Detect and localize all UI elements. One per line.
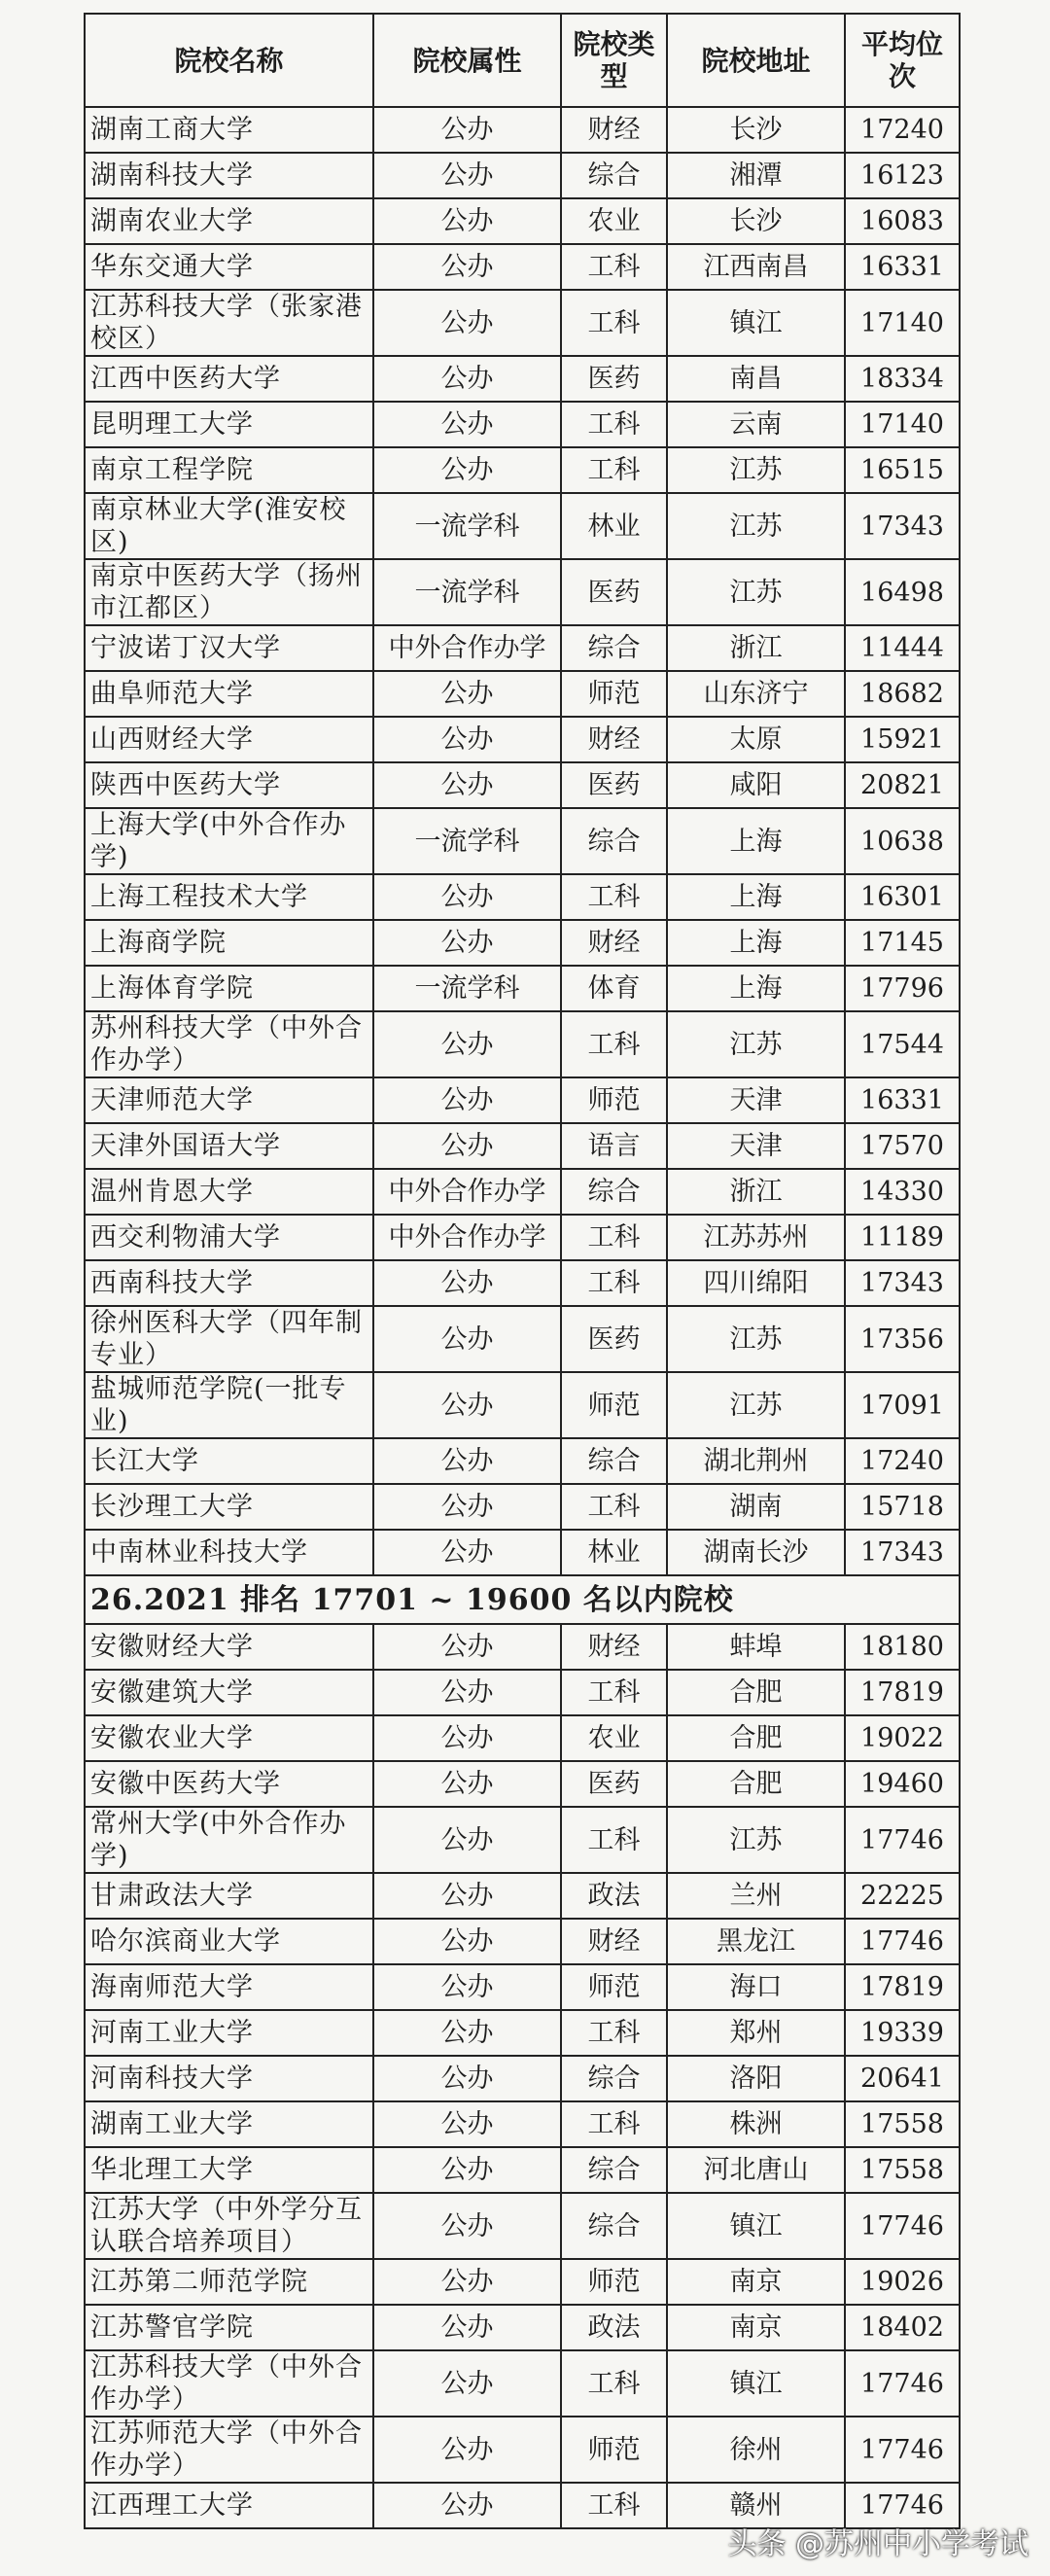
cell-average-rank: 14330	[845, 1169, 960, 1215]
cell-average-rank: 17558	[845, 2147, 960, 2193]
cell-type: 综合	[561, 2056, 667, 2101]
cell-name: 南京林业大学(淮安校区)	[85, 493, 373, 559]
cell-name: 河南工业大学	[85, 2010, 373, 2056]
cell-attribute: 公办	[373, 1807, 561, 1873]
table-body-bottom	[85, 1624, 960, 2528]
cell-average-rank: 20641	[845, 2056, 960, 2101]
table-row	[85, 625, 960, 671]
cell-type: 工科	[561, 2483, 667, 2528]
table-row	[85, 671, 960, 717]
cell-attribute: 公办	[373, 447, 561, 493]
header-attribute: 院校属性	[373, 14, 561, 107]
cell-name: 江苏第二师范学院	[85, 2259, 373, 2305]
cell-average-rank: 17746	[845, 2193, 960, 2259]
table-row	[85, 244, 960, 290]
cell-location: 兰州	[667, 1873, 845, 1919]
cell-average-rank: 16515	[845, 447, 960, 493]
cell-location: 四川绵阳	[667, 1260, 845, 1306]
cell-attribute: 一流学科	[373, 559, 561, 625]
cell-name: 西南科技大学	[85, 1260, 373, 1306]
cell-type: 师范	[561, 1077, 667, 1123]
cell-location: 江苏苏州	[667, 1215, 845, 1260]
section-heading: 26.2021 排名 17701 ~ 19600 名以内院校	[85, 1575, 960, 1624]
cell-location: 洛阳	[667, 2056, 845, 2101]
cell-average-rank: 17240	[845, 1438, 960, 1484]
table-row	[85, 1964, 960, 2010]
header-type: 院校类型	[561, 14, 667, 107]
cell-name: 安徽中医药大学	[85, 1761, 373, 1807]
cell-type: 医药	[561, 559, 667, 625]
cell-location: 镇江	[667, 2193, 845, 2259]
cell-location: 江苏	[667, 1372, 845, 1438]
cell-type: 师范	[561, 1372, 667, 1438]
cell-attribute: 公办	[373, 2101, 561, 2147]
cell-attribute: 公办	[373, 153, 561, 198]
cell-average-rank: 11444	[845, 625, 960, 671]
cell-name: 安徽财经大学	[85, 1624, 373, 1670]
cell-average-rank: 22225	[845, 1873, 960, 1919]
cell-type: 工科	[561, 874, 667, 920]
cell-type: 综合	[561, 808, 667, 874]
cell-average-rank: 16083	[845, 198, 960, 244]
cell-name: 江苏师范大学（中外合作办学）	[85, 2417, 373, 2483]
cell-location: 上海	[667, 808, 845, 874]
cell-location: 太原	[667, 717, 845, 762]
cell-average-rank: 17819	[845, 1670, 960, 1715]
table-row	[85, 717, 960, 762]
cell-average-rank: 16331	[845, 244, 960, 290]
watermark: 头条 @苏州中小学考试	[727, 2527, 1029, 2561]
cell-name: 南京工程学院	[85, 447, 373, 493]
cell-attribute: 公办	[373, 1077, 561, 1123]
section-heading-row	[85, 1575, 960, 1624]
cell-attribute: 公办	[373, 107, 561, 153]
cell-type: 工科	[561, 2101, 667, 2147]
cell-type: 林业	[561, 1530, 667, 1575]
cell-name: 江苏大学（中外学分互认联合培养项目）	[85, 2193, 373, 2259]
cell-attribute: 中外合作办学	[373, 625, 561, 671]
table-row	[85, 2417, 960, 2483]
cell-location: 天津	[667, 1077, 845, 1123]
cell-location: 江苏	[667, 559, 845, 625]
table-row	[85, 1807, 960, 1873]
cell-location: 上海	[667, 966, 845, 1011]
table-row	[85, 2259, 960, 2305]
table-row	[85, 493, 960, 559]
cell-location: 云南	[667, 402, 845, 447]
cell-type: 师范	[561, 1964, 667, 2010]
cell-type: 工科	[561, 1484, 667, 1530]
cell-attribute: 公办	[373, 2147, 561, 2193]
cell-type: 语言	[561, 1123, 667, 1169]
table-row	[85, 874, 960, 920]
table-row	[85, 447, 960, 493]
cell-average-rank: 19339	[845, 2010, 960, 2056]
cell-average-rank: 17343	[845, 1530, 960, 1575]
table-row	[85, 1530, 960, 1575]
cell-location: 南京	[667, 2259, 845, 2305]
cell-type: 财经	[561, 920, 667, 966]
cell-location: 长沙	[667, 198, 845, 244]
table-row	[85, 198, 960, 244]
cell-name: 安徽农业大学	[85, 1715, 373, 1761]
cell-location: 镇江	[667, 2350, 845, 2417]
cell-type: 工科	[561, 1011, 667, 1077]
cell-type: 医药	[561, 1306, 667, 1372]
cell-location: 江苏	[667, 1011, 845, 1077]
cell-name: 江西中医药大学	[85, 356, 373, 402]
cell-attribute: 公办	[373, 762, 561, 808]
cell-attribute: 公办	[373, 402, 561, 447]
cell-attribute: 一流学科	[373, 808, 561, 874]
cell-attribute: 公办	[373, 2193, 561, 2259]
cell-type: 工科	[561, 1670, 667, 1715]
table-row	[85, 2056, 960, 2101]
cell-average-rank: 18180	[845, 1624, 960, 1670]
cell-type: 医药	[561, 762, 667, 808]
cell-average-rank: 19460	[845, 1761, 960, 1807]
cell-average-rank: 17140	[845, 402, 960, 447]
cell-type: 财经	[561, 107, 667, 153]
cell-average-rank: 10638	[845, 808, 960, 874]
cell-average-rank: 15718	[845, 1484, 960, 1530]
cell-name: 江苏科技大学（张家港校区）	[85, 290, 373, 356]
table-body-top	[85, 107, 960, 1575]
cell-name: 湖南科技大学	[85, 153, 373, 198]
cell-location: 江西南昌	[667, 244, 845, 290]
cell-attribute: 公办	[373, 874, 561, 920]
cell-type: 综合	[561, 1169, 667, 1215]
cell-type: 政法	[561, 2305, 667, 2350]
cell-name: 盐城师范学院(一批专业)	[85, 1372, 373, 1438]
cell-average-rank: 17746	[845, 1919, 960, 1964]
cell-location: 湖北荆州	[667, 1438, 845, 1484]
table-row	[85, 107, 960, 153]
cell-attribute: 公办	[373, 2483, 561, 2528]
cell-name: 甘肃政法大学	[85, 1873, 373, 1919]
cell-name: 陕西中医药大学	[85, 762, 373, 808]
cell-name: 江西理工大学	[85, 2483, 373, 2528]
cell-name: 江苏警官学院	[85, 2305, 373, 2350]
cell-location: 浙江	[667, 1169, 845, 1215]
cell-attribute: 公办	[373, 1123, 561, 1169]
cell-location: 江苏	[667, 447, 845, 493]
cell-name: 天津外国语大学	[85, 1123, 373, 1169]
cell-type: 师范	[561, 2259, 667, 2305]
table-row	[85, 762, 960, 808]
table-row	[85, 1715, 960, 1761]
cell-location: 上海	[667, 920, 845, 966]
table-row	[85, 1169, 960, 1215]
cell-attribute: 一流学科	[373, 493, 561, 559]
cell-name: 天津师范大学	[85, 1077, 373, 1123]
table-row	[85, 1011, 960, 1077]
cell-attribute: 公办	[373, 1964, 561, 2010]
cell-type: 综合	[561, 625, 667, 671]
cell-name: 苏州科技大学（中外合作办学）	[85, 1011, 373, 1077]
cell-location: 长沙	[667, 107, 845, 153]
cell-type: 工科	[561, 1807, 667, 1873]
table-row	[85, 2101, 960, 2147]
table-row	[85, 966, 960, 1011]
cell-name: 长江大学	[85, 1438, 373, 1484]
cell-name: 华北理工大学	[85, 2147, 373, 2193]
table-row	[85, 402, 960, 447]
cell-location: 湘潭	[667, 153, 845, 198]
cell-attribute: 公办	[373, 198, 561, 244]
table-row	[85, 1306, 960, 1372]
cell-location: 南昌	[667, 356, 845, 402]
cell-location: 江苏	[667, 1306, 845, 1372]
cell-location: 赣州	[667, 2483, 845, 2528]
table-row	[85, 920, 960, 966]
cell-type: 综合	[561, 1438, 667, 1484]
cell-attribute: 中外合作办学	[373, 1215, 561, 1260]
cell-name: 徐州医科大学（四年制专业）	[85, 1306, 373, 1372]
cell-attribute: 公办	[373, 1761, 561, 1807]
cell-average-rank: 17746	[845, 1807, 960, 1873]
cell-type: 医药	[561, 356, 667, 402]
cell-type: 工科	[561, 2010, 667, 2056]
cell-name: 上海工程技术大学	[85, 874, 373, 920]
cell-attribute: 公办	[373, 2259, 561, 2305]
cell-attribute: 公办	[373, 2056, 561, 2101]
cell-name: 昆明理工大学	[85, 402, 373, 447]
table-row	[85, 290, 960, 356]
cell-average-rank: 17544	[845, 1011, 960, 1077]
cell-name: 湖南工商大学	[85, 107, 373, 153]
cell-type: 财经	[561, 1624, 667, 1670]
cell-type: 师范	[561, 2417, 667, 2483]
table-row	[85, 559, 960, 625]
table-row	[85, 1484, 960, 1530]
cell-attribute: 公办	[373, 2417, 561, 2483]
cell-attribute: 公办	[373, 717, 561, 762]
cell-average-rank: 17145	[845, 920, 960, 966]
cell-name: 南京中医药大学（扬州市江都区）	[85, 559, 373, 625]
cell-average-rank: 17140	[845, 290, 960, 356]
table-row	[85, 1761, 960, 1807]
cell-average-rank: 18682	[845, 671, 960, 717]
cell-attribute: 公办	[373, 1438, 561, 1484]
cell-location: 山东济宁	[667, 671, 845, 717]
cell-location: 镇江	[667, 290, 845, 356]
table-row	[85, 1215, 960, 1260]
header-name: 院校名称	[85, 14, 373, 107]
cell-name: 曲阜师范大学	[85, 671, 373, 717]
cell-attribute: 公办	[373, 2305, 561, 2350]
table-row	[85, 1123, 960, 1169]
cell-name: 西交利物浦大学	[85, 1215, 373, 1260]
cell-attribute: 公办	[373, 1484, 561, 1530]
cell-attribute: 一流学科	[373, 966, 561, 1011]
cell-attribute: 公办	[373, 1306, 561, 1372]
cell-type: 林业	[561, 493, 667, 559]
cell-average-rank: 16331	[845, 1077, 960, 1123]
cell-average-rank: 17746	[845, 2483, 960, 2528]
cell-attribute: 公办	[373, 356, 561, 402]
cell-location: 合肥	[667, 1761, 845, 1807]
cell-attribute: 公办	[373, 920, 561, 966]
cell-attribute: 公办	[373, 1260, 561, 1306]
cell-name: 常州大学(中外合作办学)	[85, 1807, 373, 1873]
table-row	[85, 2147, 960, 2193]
cell-type: 农业	[561, 198, 667, 244]
cell-location: 株洲	[667, 2101, 845, 2147]
cell-location: 湖南长沙	[667, 1530, 845, 1575]
cell-name: 安徽建筑大学	[85, 1670, 373, 1715]
cell-attribute: 公办	[373, 1670, 561, 1715]
cell-attribute: 公办	[373, 290, 561, 356]
cell-name: 温州肯恩大学	[85, 1169, 373, 1215]
cell-average-rank: 17558	[845, 2101, 960, 2147]
cell-type: 政法	[561, 1873, 667, 1919]
cell-average-rank: 20821	[845, 762, 960, 808]
table-row	[85, 808, 960, 874]
cell-average-rank: 18334	[845, 356, 960, 402]
table-row	[85, 1438, 960, 1484]
cell-attribute: 公办	[373, 244, 561, 290]
cell-location: 合肥	[667, 1670, 845, 1715]
cell-average-rank: 17356	[845, 1306, 960, 1372]
cell-average-rank: 17343	[845, 493, 960, 559]
cell-type: 工科	[561, 447, 667, 493]
table-row	[85, 1077, 960, 1123]
cell-name: 湖南农业大学	[85, 198, 373, 244]
cell-average-rank: 19026	[845, 2259, 960, 2305]
cell-average-rank: 17819	[845, 1964, 960, 2010]
cell-average-rank: 17746	[845, 2417, 960, 2483]
cell-type: 工科	[561, 402, 667, 447]
cell-average-rank: 17091	[845, 1372, 960, 1438]
table-row	[85, 1919, 960, 1964]
cell-average-rank: 17746	[845, 2350, 960, 2417]
cell-attribute: 公办	[373, 1530, 561, 1575]
cell-type: 工科	[561, 290, 667, 356]
college-ranking-table	[84, 13, 961, 2529]
cell-attribute: 公办	[373, 671, 561, 717]
table-row	[85, 153, 960, 198]
cell-average-rank: 17570	[845, 1123, 960, 1169]
cell-average-rank: 19022	[845, 1715, 960, 1761]
table-row	[85, 1372, 960, 1438]
cell-name: 宁波诺丁汉大学	[85, 625, 373, 671]
table-row	[85, 2305, 960, 2350]
cell-attribute: 公办	[373, 1624, 561, 1670]
table-row	[85, 2010, 960, 2056]
table-row	[85, 1873, 960, 1919]
table-row	[85, 1624, 960, 1670]
cell-name: 山西财经大学	[85, 717, 373, 762]
cell-type: 师范	[561, 671, 667, 717]
cell-type: 综合	[561, 2147, 667, 2193]
table-row	[85, 2193, 960, 2259]
table-row	[85, 1260, 960, 1306]
cell-average-rank: 16123	[845, 153, 960, 198]
cell-name: 上海商学院	[85, 920, 373, 966]
cell-location: 合肥	[667, 1715, 845, 1761]
cell-average-rank: 11189	[845, 1215, 960, 1260]
cell-attribute: 公办	[373, 1715, 561, 1761]
cell-type: 工科	[561, 1215, 667, 1260]
cell-attribute: 公办	[373, 2010, 561, 2056]
cell-location: 黑龙江	[667, 1919, 845, 1964]
cell-average-rank: 17240	[845, 107, 960, 153]
cell-attribute: 公办	[373, 2350, 561, 2417]
cell-average-rank: 17796	[845, 966, 960, 1011]
cell-name: 海南师范大学	[85, 1964, 373, 2010]
cell-name: 华东交通大学	[85, 244, 373, 290]
section-heading-body	[85, 1575, 960, 1624]
cell-average-rank: 17343	[845, 1260, 960, 1306]
cell-location: 咸阳	[667, 762, 845, 808]
cell-attribute: 公办	[373, 1919, 561, 1964]
cell-name: 河南科技大学	[85, 2056, 373, 2101]
cell-location: 徐州	[667, 2417, 845, 2483]
cell-name: 上海体育学院	[85, 966, 373, 1011]
cell-name: 哈尔滨商业大学	[85, 1919, 373, 1964]
cell-type: 工科	[561, 244, 667, 290]
cell-type: 综合	[561, 2193, 667, 2259]
cell-location: 河北唐山	[667, 2147, 845, 2193]
cell-attribute: 公办	[373, 1011, 561, 1077]
cell-location: 江苏	[667, 493, 845, 559]
header-location: 院校地址	[667, 14, 845, 107]
table-row	[85, 356, 960, 402]
cell-location: 海口	[667, 1964, 845, 2010]
cell-type: 医药	[561, 1761, 667, 1807]
cell-type: 财经	[561, 1919, 667, 1964]
cell-attribute: 公办	[373, 1372, 561, 1438]
cell-type: 财经	[561, 717, 667, 762]
cell-type: 工科	[561, 1260, 667, 1306]
cell-name: 上海大学(中外合作办学)	[85, 808, 373, 874]
cell-location: 天津	[667, 1123, 845, 1169]
cell-average-rank: 18402	[845, 2305, 960, 2350]
cell-location: 郑州	[667, 2010, 845, 2056]
header-average-rank: 平均位次	[845, 14, 960, 107]
cell-type: 农业	[561, 1715, 667, 1761]
cell-type: 工科	[561, 2350, 667, 2417]
cell-location: 南京	[667, 2305, 845, 2350]
cell-name: 江苏科技大学（中外合作办学）	[85, 2350, 373, 2417]
cell-name: 湖南工业大学	[85, 2101, 373, 2147]
cell-attribute: 公办	[373, 1873, 561, 1919]
table-row	[85, 2350, 960, 2417]
cell-average-rank: 16498	[845, 559, 960, 625]
cell-average-rank: 16301	[845, 874, 960, 920]
cell-type: 综合	[561, 153, 667, 198]
header-row	[85, 14, 960, 107]
table-row	[85, 1670, 960, 1715]
cell-location: 湖南	[667, 1484, 845, 1530]
cell-name: 长沙理工大学	[85, 1484, 373, 1530]
cell-location: 上海	[667, 874, 845, 920]
cell-attribute: 中外合作办学	[373, 1169, 561, 1215]
cell-average-rank: 15921	[845, 717, 960, 762]
cell-name: 中南林业科技大学	[85, 1530, 373, 1575]
cell-type: 体育	[561, 966, 667, 1011]
cell-location: 蚌埠	[667, 1624, 845, 1670]
cell-location: 浙江	[667, 625, 845, 671]
cell-location: 江苏	[667, 1807, 845, 1873]
